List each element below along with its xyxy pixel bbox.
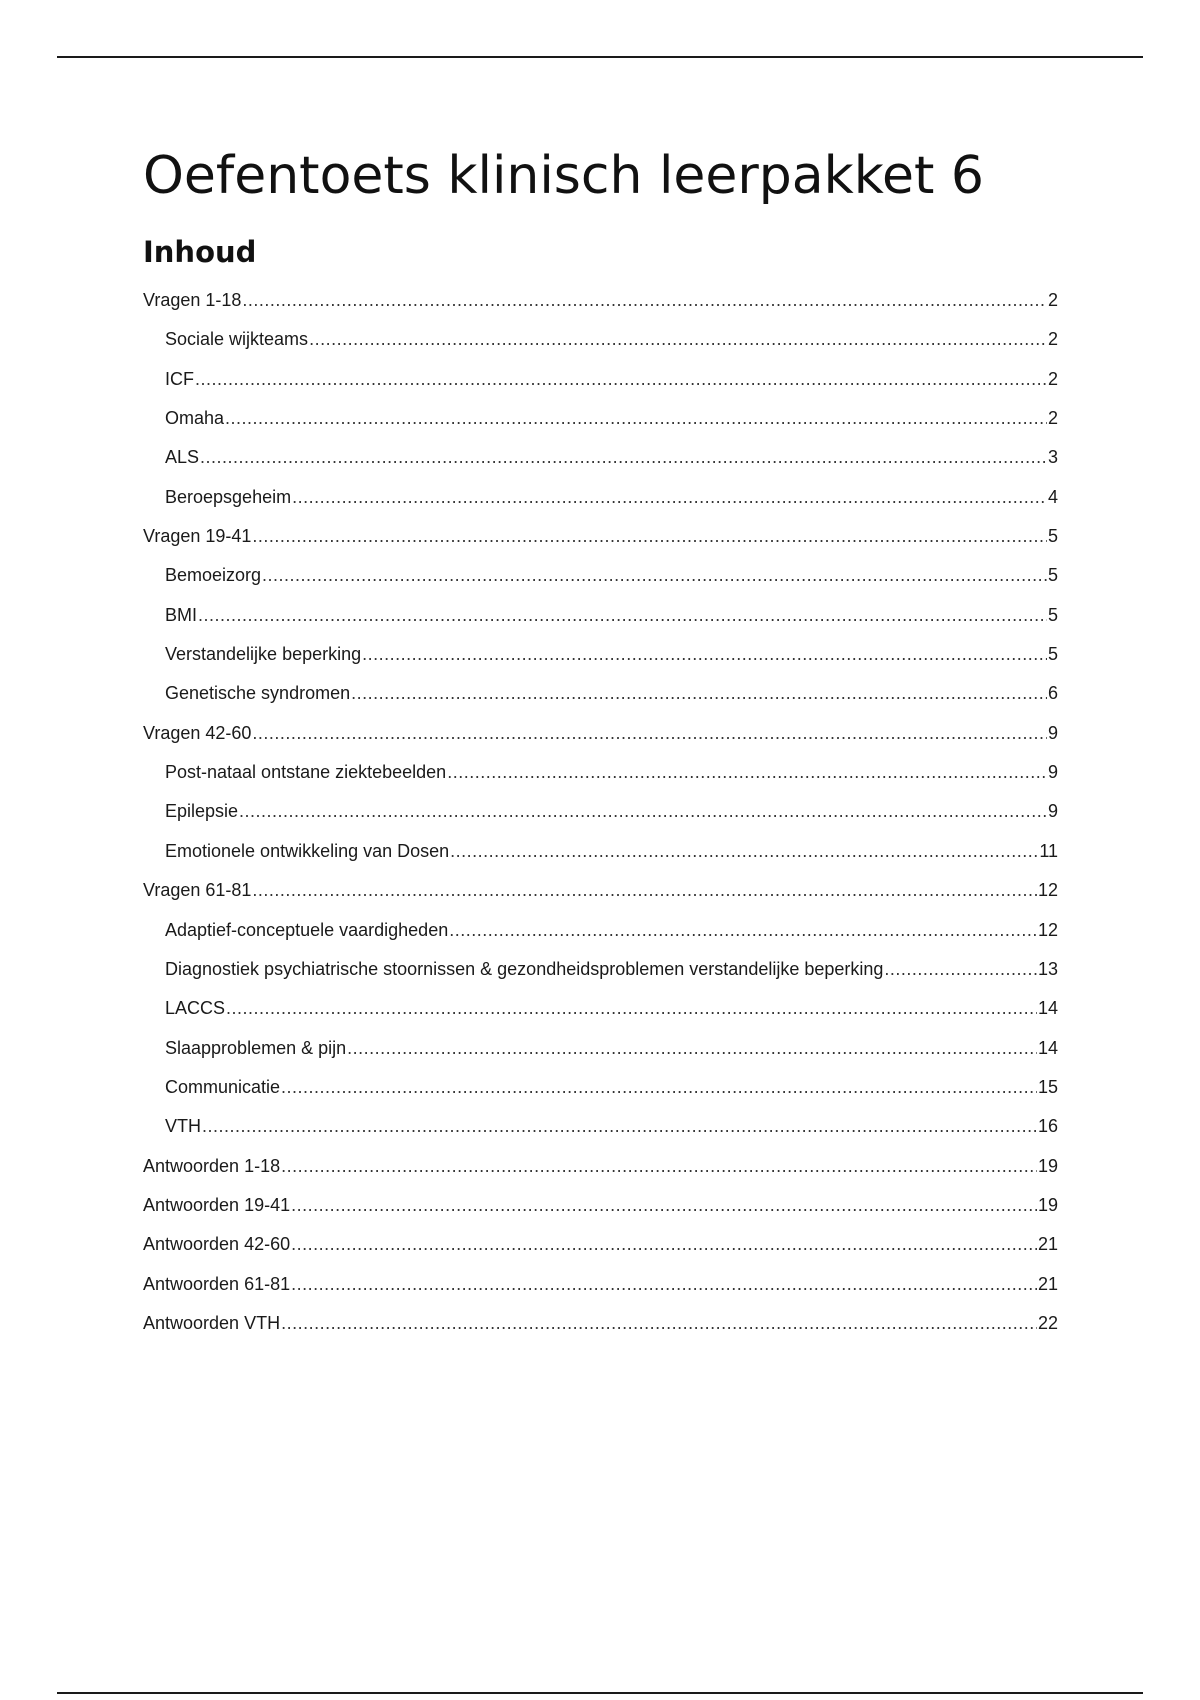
toc-dot-leader — [198, 598, 1047, 632]
toc-dot-leader — [309, 322, 1047, 356]
toc-entry[interactable] — [143, 1306, 1058, 1345]
toc-page-number[interactable]: 9 — [1047, 762, 1058, 783]
toc-page-number[interactable]: 19 — [1037, 1194, 1058, 1215]
toc-entry-text[interactable]: Bemoeizorg — [165, 565, 262, 586]
toc-entry[interactable] — [143, 283, 1058, 322]
toc-page-number[interactable]: 12 — [1037, 880, 1058, 901]
toc-dot-leader — [281, 1070, 1037, 1104]
toc-dot-leader — [202, 1109, 1037, 1143]
toc-entry-text[interactable]: LACCS — [165, 998, 226, 1019]
toc-entry-text[interactable]: ALS — [165, 447, 200, 468]
toc-dot-leader — [449, 913, 1037, 947]
toc-entry-text[interactable]: Post-nataal ontstane ziektebeelden — [165, 762, 447, 783]
toc-entry[interactable] — [143, 362, 1058, 401]
toc-entry[interactable] — [143, 952, 1058, 991]
toc-entry[interactable] — [143, 480, 1058, 519]
toc-entry[interactable] — [143, 913, 1058, 952]
document-title: Oefentoets klinisch leerpakket 6 — [143, 146, 985, 206]
toc-entry[interactable] — [143, 1070, 1058, 1109]
toc-dot-leader — [347, 1031, 1037, 1065]
toc-dot-leader — [362, 637, 1047, 671]
toc-page-number[interactable]: 5 — [1047, 565, 1058, 586]
toc-entry[interactable] — [143, 1227, 1058, 1266]
toc-dot-leader — [291, 1188, 1037, 1222]
toc-page-number[interactable]: 4 — [1047, 486, 1058, 507]
toc-dot-leader — [226, 991, 1037, 1025]
toc-page-number[interactable]: 3 — [1047, 447, 1058, 468]
toc-entry[interactable] — [143, 1109, 1058, 1148]
toc-dot-leader — [292, 480, 1047, 514]
toc-entry-text[interactable]: Antwoorden 1-18 — [143, 1155, 281, 1176]
toc-page-number[interactable]: 19 — [1037, 1155, 1058, 1176]
toc-entry[interactable] — [143, 991, 1058, 1030]
toc-entry-text[interactable]: ICF — [165, 368, 194, 389]
toc-entry[interactable] — [143, 401, 1058, 440]
toc-page-number[interactable]: 16 — [1037, 1116, 1058, 1137]
toc-entry-text[interactable]: Sociale wijkteams — [165, 329, 309, 350]
toc-entry[interactable] — [143, 1188, 1058, 1227]
toc-page-number[interactable]: 5 — [1047, 644, 1058, 665]
toc-entry-text[interactable]: Vragen 1-18 — [143, 290, 242, 310]
toc-page-number[interactable]: 2 — [1047, 408, 1058, 429]
toc-page-number[interactable]: 5 — [1047, 526, 1058, 547]
toc-entry[interactable] — [143, 834, 1058, 873]
header-rule — [57, 56, 1143, 58]
toc-page-number[interactable]: 12 — [1037, 919, 1058, 940]
toc-dot-leader — [252, 873, 1037, 907]
toc-page-number[interactable]: 2 — [1047, 368, 1058, 389]
toc-entry-text[interactable]: Verstandelijke beperking — [165, 644, 362, 665]
toc-page-number[interactable]: 6 — [1047, 683, 1058, 704]
toc-page-number[interactable]: 22 — [1037, 1312, 1058, 1333]
toc-entry-text[interactable]: BMI — [165, 604, 198, 625]
toc-dot-leader — [291, 1227, 1037, 1261]
table-of-contents — [143, 283, 1058, 1345]
toc-entry-text[interactable]: Antwoorden 61-81 — [143, 1273, 291, 1294]
toc-entry[interactable] — [143, 794, 1058, 833]
toc-entry-text[interactable]: Antwoorden VTH — [143, 1312, 281, 1333]
toc-page-number[interactable]: 14 — [1037, 1037, 1058, 1058]
toc-entry[interactable] — [143, 1267, 1058, 1306]
toc-entry-text[interactable]: Vragen 19-41 — [143, 526, 252, 547]
toc-page-number[interactable]: 2 — [1047, 329, 1058, 350]
toc-entry-text[interactable]: Genetische syndromen — [165, 683, 351, 704]
toc-dot-leader — [242, 283, 1047, 317]
toc-entry[interactable] — [143, 519, 1058, 558]
toc-dot-leader — [351, 676, 1047, 710]
toc-entry[interactable] — [143, 873, 1058, 912]
toc-page-number[interactable]: 11 — [1039, 840, 1058, 861]
toc-entry-text[interactable]: Vragen 61-81 — [143, 880, 252, 901]
toc-heading: Inhoud — [143, 235, 257, 269]
toc-dot-leader — [447, 755, 1047, 789]
toc-entry[interactable] — [143, 558, 1058, 597]
toc-page-number[interactable]: 21 — [1037, 1273, 1058, 1294]
toc-page-number[interactable]: 14 — [1037, 998, 1058, 1019]
toc-dot-leader — [281, 1149, 1037, 1183]
toc-entry-text[interactable]: Antwoorden 19-41 — [143, 1194, 291, 1215]
toc-dot-leader — [252, 519, 1047, 553]
toc-entry[interactable] — [143, 1031, 1058, 1070]
toc-entry[interactable] — [143, 676, 1058, 715]
toc-entry[interactable] — [143, 1149, 1058, 1188]
toc-entry[interactable] — [143, 598, 1058, 637]
toc-dot-leader — [281, 1306, 1037, 1340]
toc-entry-text[interactable]: Vragen 42-60 — [143, 722, 252, 743]
toc-entry[interactable] — [143, 440, 1058, 479]
toc-entry[interactable] — [143, 716, 1058, 755]
toc-entry-text[interactable]: Diagnostiek psychiatrische stoornissen & gezondheidsproblemen verstandelijke beperking — [165, 958, 884, 979]
toc-entry-text[interactable]: Emotionele ontwikkeling van Dosen — [165, 840, 450, 861]
toc-dot-leader — [239, 794, 1047, 828]
toc-dot-leader — [225, 401, 1047, 435]
toc-entry-text[interactable]: Communicatie — [165, 1076, 281, 1097]
toc-page-number[interactable]: 21 — [1037, 1234, 1058, 1255]
toc-entry-text[interactable]: Omaha — [165, 408, 225, 429]
toc-entry-text[interactable]: Beroepsgeheim — [165, 486, 292, 507]
toc-entry-text[interactable]: Slaapproblemen & pijn — [165, 1037, 347, 1058]
toc-entry-text[interactable]: VTH — [165, 1116, 201, 1137]
toc-page-number[interactable]: 2 — [1047, 290, 1058, 310]
toc-entry[interactable] — [143, 322, 1058, 361]
toc-entry-text[interactable]: Antwoorden 42-60 — [143, 1234, 291, 1255]
toc-entry-text[interactable]: Epilepsie — [165, 801, 239, 822]
toc-dot-leader — [291, 1267, 1037, 1301]
toc-dot-leader — [195, 362, 1047, 396]
toc-dot-leader — [252, 716, 1047, 750]
toc-page-number[interactable]: 15 — [1037, 1076, 1058, 1097]
toc-page-number[interactable]: 9 — [1047, 801, 1058, 822]
footer-rule — [57, 1692, 1143, 1694]
toc-dot-leader — [200, 440, 1047, 474]
toc-entry[interactable] — [143, 755, 1058, 794]
toc-dot-leader — [450, 834, 1038, 868]
toc-page-number[interactable]: 9 — [1047, 722, 1058, 743]
toc-page-number[interactable]: 5 — [1047, 604, 1058, 625]
toc-page-number[interactable]: 13 — [1037, 958, 1058, 979]
toc-entry[interactable] — [143, 637, 1058, 676]
toc-dot-leader — [884, 952, 1037, 986]
toc-entry-text[interactable]: Adaptief-conceptuele vaardigheden — [165, 919, 449, 940]
toc-dot-leader — [262, 558, 1047, 592]
